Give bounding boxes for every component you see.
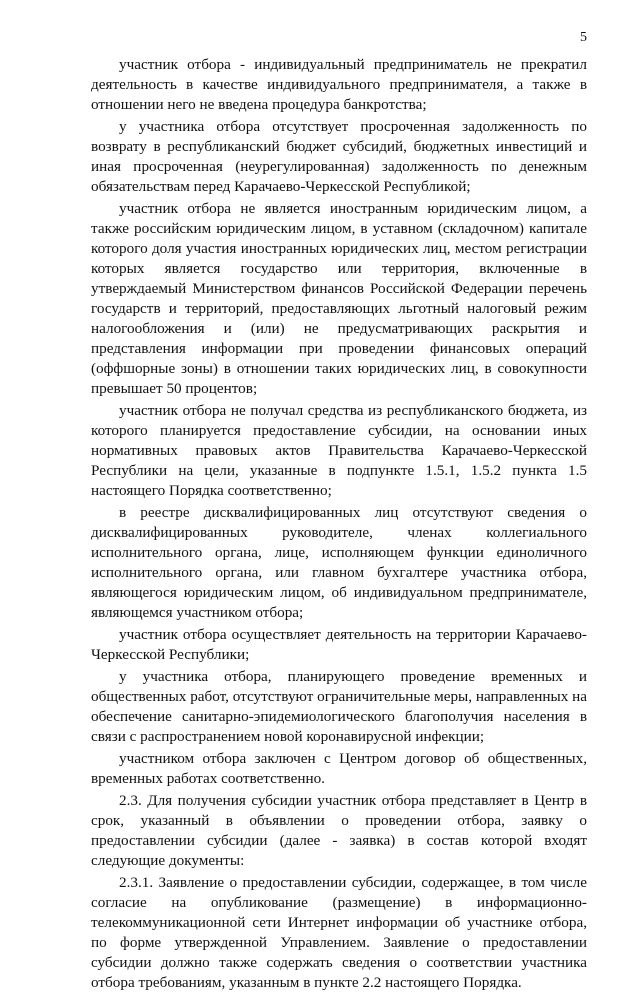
paragraph-foreign-entity: участник отбора не является иностранным юридическим лицом, а также российским юридическим лицом, в уставном (складочном) капитале которого доля участия иностранных юридических лиц, местом регистрации которых является государство или территория, включенные в утверждаемый Министерством финансов Российской Федерации перечень государств и территорий, предоставляющих льготный налоговый режим налогообложения и (или) не предусматривающих раскрытия и представления информации при проведении финансовых операций (оффшорные зоны) в отношении таких юридических лиц, в совокупности превышает 50 процентов; — [91, 200, 587, 397]
paragraph-disqualified-registry: в реестре дисквалифицированных лиц отсутствуют сведения о дисквалифицированных руководителе, членах коллегиального исполнительного органа, лице, исполняющем функции единоличного исполнительного органа, или главном бухгалтере участника отбора, являющегося юридическим лицом, об индивидуальном предпринимателе, являющемся участником отбора; — [91, 504, 587, 621]
paragraph-section-2-3-1: 2.3.1. Заявление о предоставлении субсидии, содержащее, в том числе согласие на опубликование (размещение) в информационно-телекоммуникационной сети Интернет информации об участнике отбора, по форме утвержденной Управлением. Заявление о предоставлении субсидии должно также содержать сведения о соответствии участника отбора требованиям, указанным в пункте 2.2 настоящего Порядка. — [91, 874, 587, 991]
page-number: 5 — [580, 30, 587, 45]
paragraph-bankruptcy: участник отбора - индивидуальный предприниматель не прекратил деятельность в качестве индивидуального предпринимателя, а также в отношении него не введена процедура банкротства; — [91, 56, 587, 113]
paragraph-restrictive-measures: у участника отбора, планирующего проведение временных и общественных работ, отсутствуют ограничительные меры, направленных на обеспечение санитарно-эпидемиологического благополучия населения в связи с распространением новой коронавирусной инфекции; — [91, 668, 587, 745]
paragraph-territory: участник отбора осуществляет деятельность на территории Карачаево-Черкесской Республики; — [91, 626, 587, 663]
document-body — [91, 55, 587, 995]
paragraph-contract: участником отбора заключен с Центром договор об общественных, временных работах соответственно. — [91, 750, 587, 787]
paragraph-budget-funds: участник отбора не получал средства из республиканского бюджета, из которого планируется предоставление субсидии, на основании иных нормативных правовых актов Правительства Карачаево-Черкесской Республики на цели, указанные в подпункте 1.5.1, 1.5.2 пункта 1.5 настоящего Порядка соответственно; — [91, 402, 587, 499]
paragraph-section-2-3: 2.3. Для получения субсидии участник отбора представляет в Центр в срок, указанный в объявлении о проведении отбора, заявку о предоставлении субсидии (далее - заявка) в состав которой входят следующие документы: — [91, 792, 587, 869]
paragraph-debt: у участника отбора отсутствует просроченная задолженность по возврату в республиканский бюджет субсидий, бюджетных инвестиций и иная просроченная (неурегулированная) задолженность по денежным обязательствам перед Карачаево-Черкесской Республикой; — [91, 118, 587, 195]
